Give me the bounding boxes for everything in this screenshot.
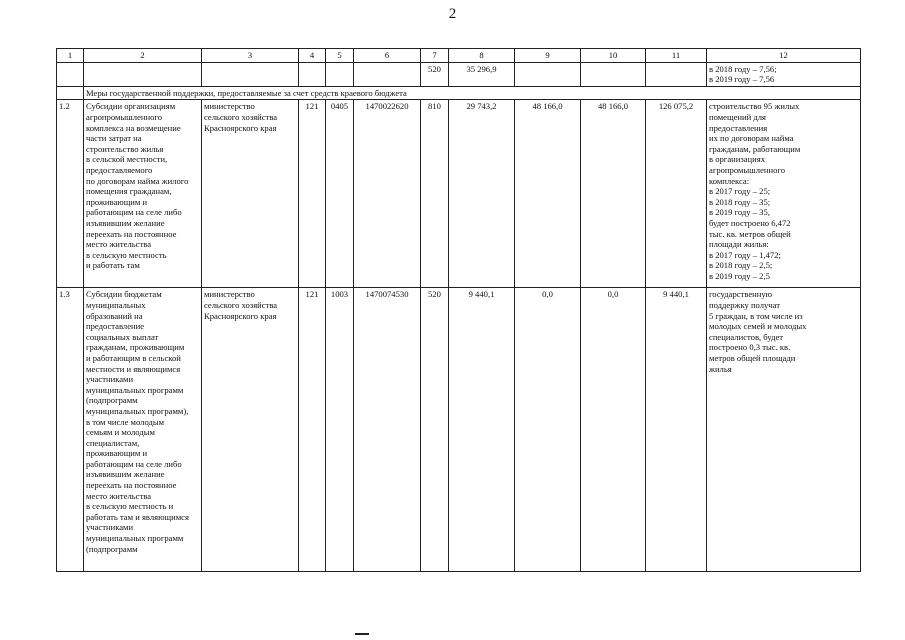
section-title: Меры государственной поддержки, предоставляемые за счет средств краевого бюджета bbox=[84, 86, 861, 100]
col-header-12: 12 bbox=[707, 49, 861, 63]
cell-2017: 29 743,2 bbox=[449, 100, 515, 288]
col-header-8: 8 bbox=[449, 49, 515, 63]
expected-result: государственную поддержку получат 5 граждан, в том числе из молодых семей и молодых специалистов, будет построено 0,3 тыс. кв. метров общей площади жилья bbox=[707, 288, 861, 572]
col-header-9: 9 bbox=[515, 49, 581, 63]
page-edge-mark bbox=[355, 633, 369, 635]
cell-csr: 1470022620 bbox=[354, 100, 421, 288]
col-header-3: 3 bbox=[202, 49, 299, 63]
col-header-2: 2 bbox=[84, 49, 202, 63]
cell-rzpr: 0405 bbox=[326, 100, 354, 288]
col-header-1: 1 bbox=[57, 49, 84, 63]
table-row bbox=[57, 100, 861, 288]
cell-total: 9 440,1 bbox=[646, 288, 707, 572]
cell-2018: 0,0 bbox=[515, 288, 581, 572]
cell-vr: 520 bbox=[421, 288, 449, 572]
cell-2017: 9 440,1 bbox=[449, 288, 515, 572]
responsible-ministry: министерство сельского хозяйства Красноярского края bbox=[202, 100, 299, 288]
expected-result: строительство 95 жилых помещений для предоставления их по договорам найма гражданам, работающим в организациях агропромышленного комплекса: в 2017 году – 25; в 2018 году – 35; в 2019 году – 35, будет построено 6,472 тыс. кв. метров общей площади жилья: в 2017 году – 1,472; в 2018 году – 2,5; в 2019 году – 2,5 bbox=[707, 100, 861, 288]
col-header-10: 10 bbox=[581, 49, 646, 63]
col-header-5: 5 bbox=[326, 49, 354, 63]
col-header-6: 6 bbox=[354, 49, 421, 63]
continuation-row bbox=[57, 62, 861, 86]
cell-2019: 0,0 bbox=[581, 288, 646, 572]
measure-name: Субсидии организациям агропромышленного комплекса на возмещение части затрат на строительство жилья в сельской местности, предоставляемого по договорам найма жилого помещения гражданам, проживающим и работающим на селе либо изъявившим желание переехать на постоянное место жительства в сельскую местность и работать там bbox=[84, 100, 202, 288]
col-header-11: 11 bbox=[646, 49, 707, 63]
cont-cell-12: в 2018 году – 7,56; в 2019 году – 7,56 bbox=[707, 62, 861, 86]
section-row bbox=[57, 86, 861, 100]
row-number: 1.3 bbox=[57, 288, 84, 572]
row-number: 1.2 bbox=[57, 100, 84, 288]
cell-grbs: 121 bbox=[299, 288, 326, 572]
cell-2018: 48 166,0 bbox=[515, 100, 581, 288]
cont-cell-8: 35 296,9 bbox=[449, 62, 515, 86]
measure-name: Субсидии бюджетам муниципальных образований на предоставление социальных выплат гражданам, проживающим и работающим в сельской местности и являющимся участниками муниципальных программ (подпрограмм муниципальных программ), в том числе молодым семьям и молодым специалистам, проживающим и работающим на селе либо изъявившим желание переехать на постоянное место жительства в сельскую местность и работать там и являющимся участниками муниципальных программ (подпрограмм bbox=[84, 288, 202, 572]
budget-table bbox=[56, 48, 861, 572]
cell-grbs: 121 bbox=[299, 100, 326, 288]
responsible-ministry: министерство сельского хозяйства Красноярского края bbox=[202, 288, 299, 572]
column-number-row bbox=[57, 49, 861, 63]
table-row bbox=[57, 288, 861, 572]
page-number: 2 bbox=[448, 6, 457, 22]
cell-vr: 810 bbox=[421, 100, 449, 288]
col-header-7: 7 bbox=[421, 49, 449, 63]
col-header-4: 4 bbox=[299, 49, 326, 63]
cell-rzpr: 1003 bbox=[326, 288, 354, 572]
cell-csr: 1470074530 bbox=[354, 288, 421, 572]
cell-2019: 48 166,0 bbox=[581, 100, 646, 288]
cont-cell-7: 520 bbox=[421, 62, 449, 86]
cell-total: 126 075,2 bbox=[646, 100, 707, 288]
